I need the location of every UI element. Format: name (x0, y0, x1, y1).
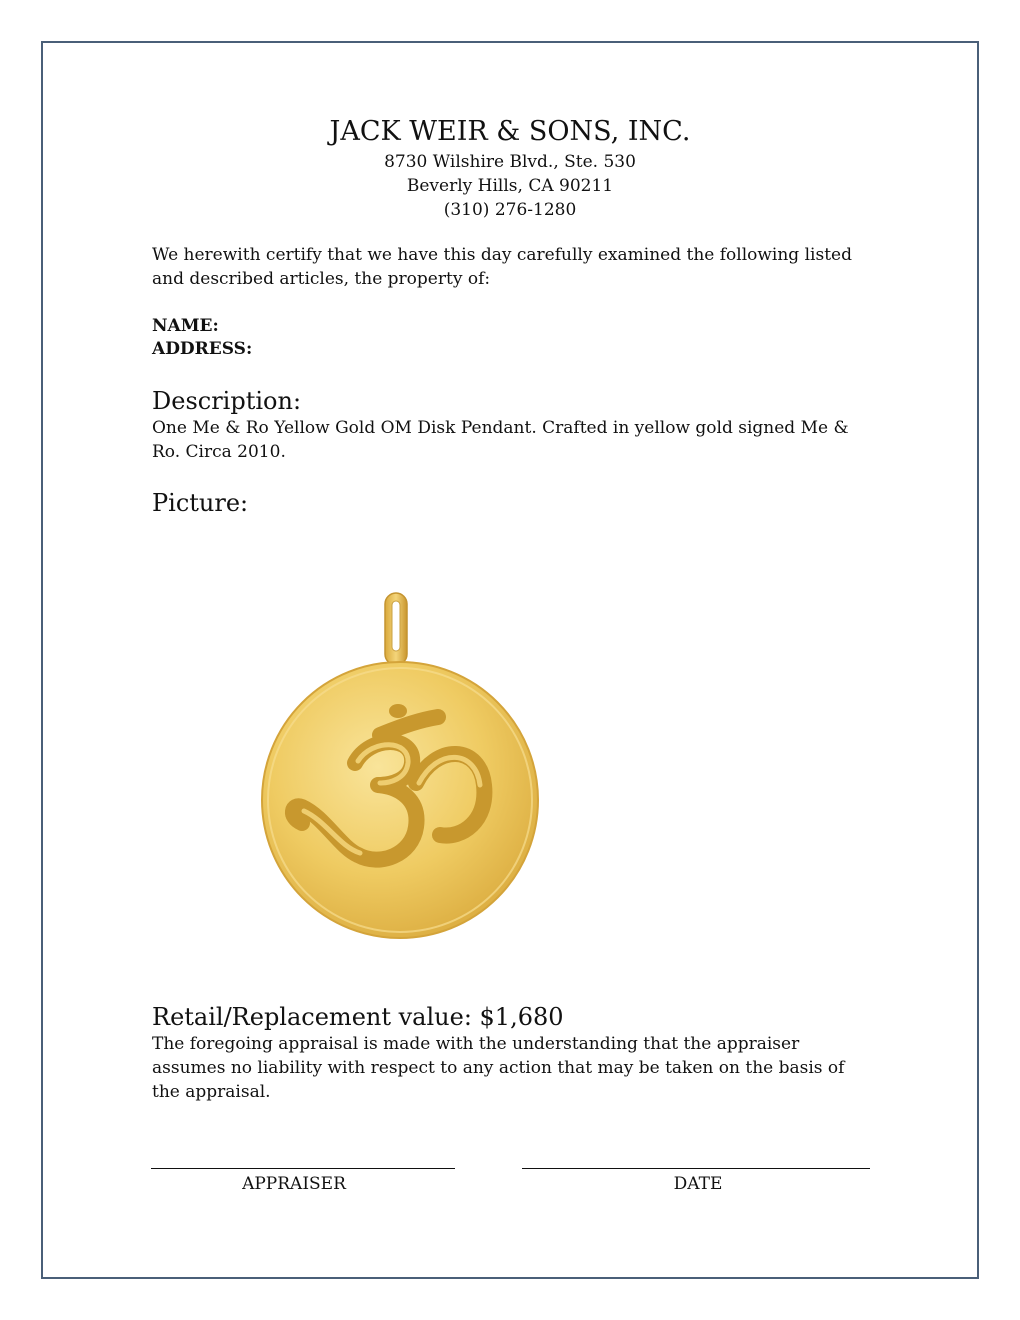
address-label: ADDRESS: (152, 339, 253, 359)
description-section (152, 386, 876, 464)
owner-fields (152, 315, 876, 361)
appraiser-signature-line (151, 1168, 455, 1169)
date-label: DATE (673, 1174, 723, 1194)
description-title: Description: (152, 387, 302, 415)
appraiser-label: APPRAISER (242, 1174, 346, 1194)
description-text: One Me & Ro Yellow Gold OM Disk Pendant. Crafted in yellow gold signed Me & Ro. Circa 2010. (152, 418, 849, 462)
letterhead (0, 114, 1020, 222)
certification-text: We herewith certify that we have this day carefully examined the following listed and described articles, the property of: (152, 245, 852, 289)
company-address-line1: 8730 Wilshire Blvd., Ste. 530 (384, 152, 636, 172)
om-pendant-icon (240, 585, 560, 955)
valuation-title: Retail/Replacement value: $1,680 (152, 1003, 564, 1031)
company-name: JACK WEIR & SONS, INC. (329, 116, 691, 147)
name-label: NAME: (152, 316, 219, 336)
date-signature-line (522, 1168, 870, 1169)
company-phone: (310) 276-1280 (443, 200, 577, 220)
company-address-line2: Beverly Hills, CA 90211 (406, 176, 614, 196)
valuation-disclaimer: The foregoing appraisal is made with the understanding that the appraiser assumes no liability with respect to any action that may be taken on the basis of the appraisal. (152, 1034, 845, 1102)
picture-title: Picture: (152, 489, 249, 517)
valuation-section (152, 1002, 876, 1104)
